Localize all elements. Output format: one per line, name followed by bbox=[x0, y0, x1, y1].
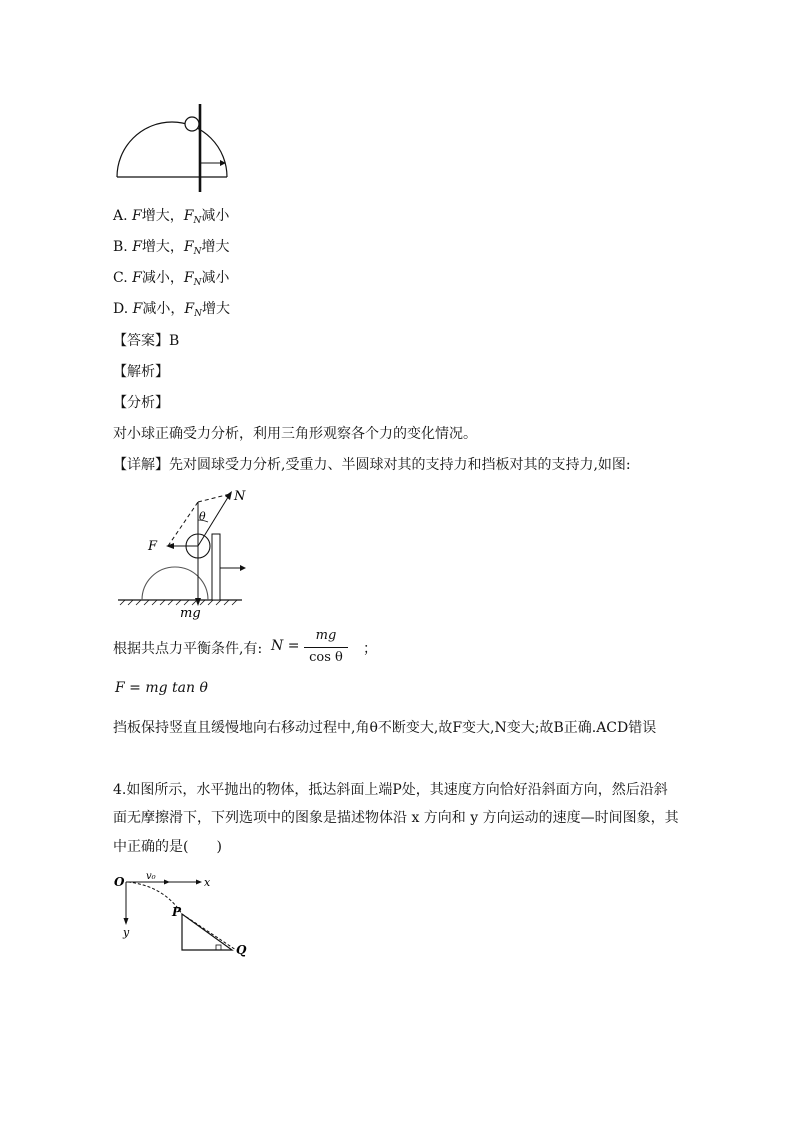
q4-line1: 4.如图所示，水平抛出的物体，抵达斜面上端P处，其速度方向恰好沿斜面方向，然后沿斜 bbox=[113, 782, 668, 798]
label-P: P bbox=[172, 905, 182, 919]
analysis-label: 【解析】 bbox=[113, 364, 169, 380]
option-a[interactable]: A. F增大，$F_N$减小 bbox=[113, 208, 230, 226]
option-d[interactable]: D. F减小，$F_N$增大 bbox=[113, 301, 230, 319]
label-F: F bbox=[148, 539, 158, 554]
answer-line: 【答案】B bbox=[113, 333, 180, 349]
label-Q: Q bbox=[236, 943, 247, 957]
equation-f: F = mg tan θ bbox=[115, 680, 208, 696]
figure-projectile bbox=[112, 870, 262, 962]
fenxi-label: 【分析】 bbox=[113, 395, 169, 411]
label-theta: θ bbox=[199, 510, 206, 523]
fenxi-text: 对小球正确受力分析，利用三角形观察各个力的变化情况。 bbox=[113, 426, 477, 442]
q4-line3: 中正确的是( ) bbox=[113, 839, 222, 855]
label-N: N bbox=[234, 489, 246, 504]
label-mg: mg bbox=[180, 606, 201, 620]
option-b[interactable]: B. F增大，$F_N$增大 bbox=[113, 239, 230, 257]
label-O: O bbox=[114, 875, 125, 889]
option-c[interactable]: C. F减小，$F_N$减小 bbox=[113, 270, 230, 288]
label-v0: v₀ bbox=[146, 871, 156, 882]
q4-line2: 面无摩擦滑下，下列选项中的图象是描述物体沿 x 方向和 y 方向运动的速度—时间图象，其 bbox=[113, 810, 679, 826]
figure-semicircle-board bbox=[112, 98, 232, 194]
label-y: y bbox=[123, 926, 130, 939]
detail-line: 【详解】先对圆球受力分析,受重力、半圆球对其的支持力和挡板对其的支持力,如图: bbox=[113, 457, 631, 473]
figure-force-diagram bbox=[112, 484, 252, 620]
conclusion: 挡板保持竖直且缓慢地向右移动过程中,角θ不断变大,故F变大,N变大;故B正确.ACD错误 bbox=[113, 720, 657, 736]
label-x: x bbox=[204, 876, 211, 889]
